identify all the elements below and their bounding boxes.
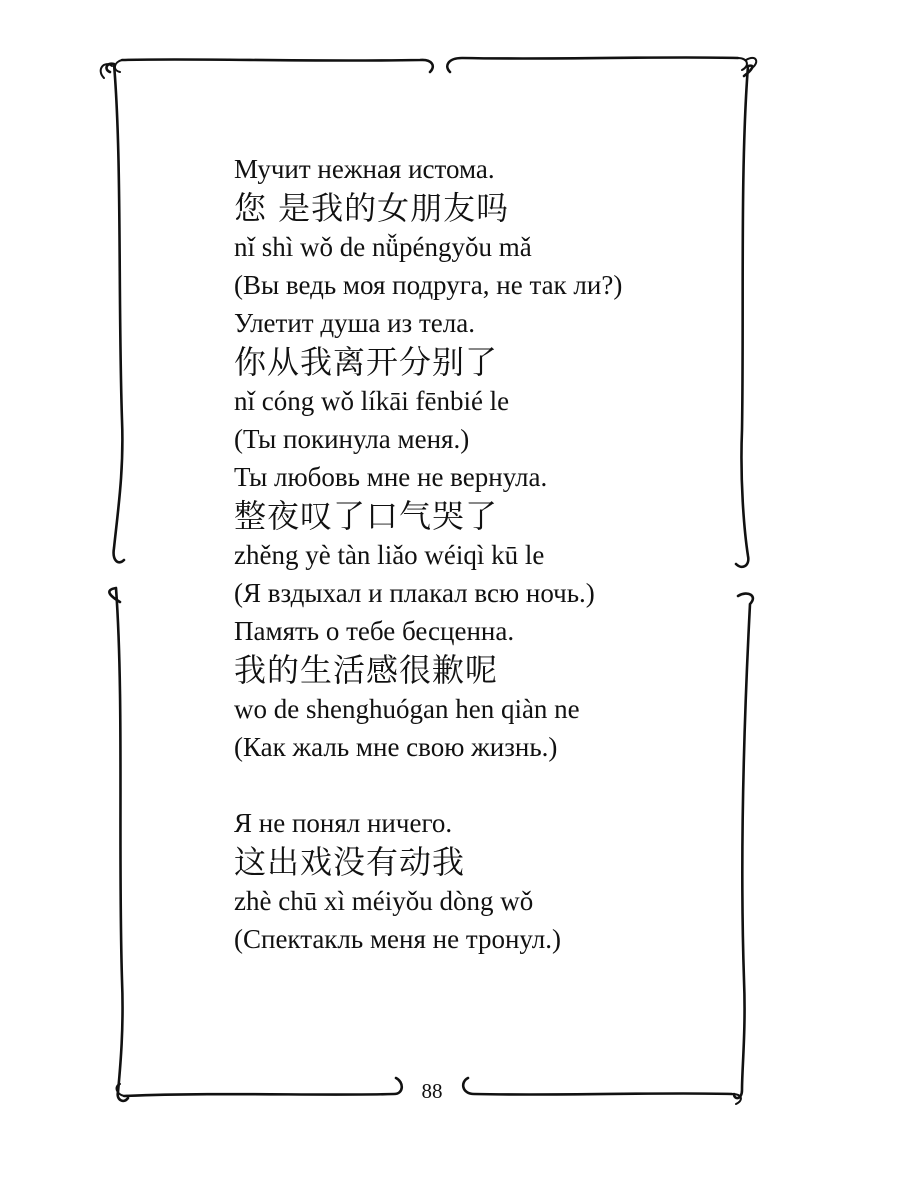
pinyin-line: zhěng yè tàn liǎo wéiqì kū le — [234, 540, 545, 570]
translation-line: (Спектакль меня не тронул.) — [234, 924, 561, 954]
chinese-line: 你从我离开分别了 — [234, 343, 499, 381]
poem — [234, 150, 754, 958]
frame-bottom-right — [463, 1078, 732, 1095]
russian-line: Я не понял ничего. — [234, 808, 453, 838]
translation-line: (Я вздыхал и плакал всю ночь.) — [234, 578, 595, 608]
translation-line: (Как жаль мне свою жизнь.) — [234, 732, 558, 762]
pinyin-line: nǐ shì wǒ de nǚpéngyǒu mǎ — [234, 232, 532, 262]
chinese-line: 这出戏没有动我 — [234, 843, 466, 881]
frame-left-lower — [109, 588, 128, 1101]
pinyin-line: zhè chū xì méiyǒu dòng wǒ — [234, 886, 534, 916]
chinese-line: 整夜叹了口气哭了 — [234, 497, 499, 535]
pinyin-line: nǐ cóng wǒ líkāi fēnbié le — [234, 386, 510, 416]
russian-line: Мучит нежная истома. — [234, 154, 495, 184]
chinese-line: 您 是我的女朋友吗 — [234, 189, 510, 227]
translation-line: (Вы ведь моя подруга, не так ли?) — [234, 270, 623, 300]
translation-line: (Ты покинула меня.) — [234, 424, 470, 454]
russian-line: Память о тебе бесценна. — [234, 616, 515, 646]
pinyin-line: wo de shenghuógan hen qiàn ne — [234, 694, 580, 724]
stanza-2 — [234, 804, 754, 958]
frame-top-left — [122, 59, 433, 72]
page-number: 88 — [421, 1079, 443, 1103]
frame-top-right — [447, 57, 738, 72]
frame-left-upper — [107, 64, 124, 563]
chinese-line: 我的生活感很歉呢 — [234, 651, 499, 689]
russian-line: Улетит душа из тела. — [234, 308, 475, 338]
russian-line: Ты любовь мне не вернула. — [234, 462, 548, 492]
frame-bottom-left — [124, 1078, 402, 1096]
stanza-1 — [234, 150, 754, 766]
